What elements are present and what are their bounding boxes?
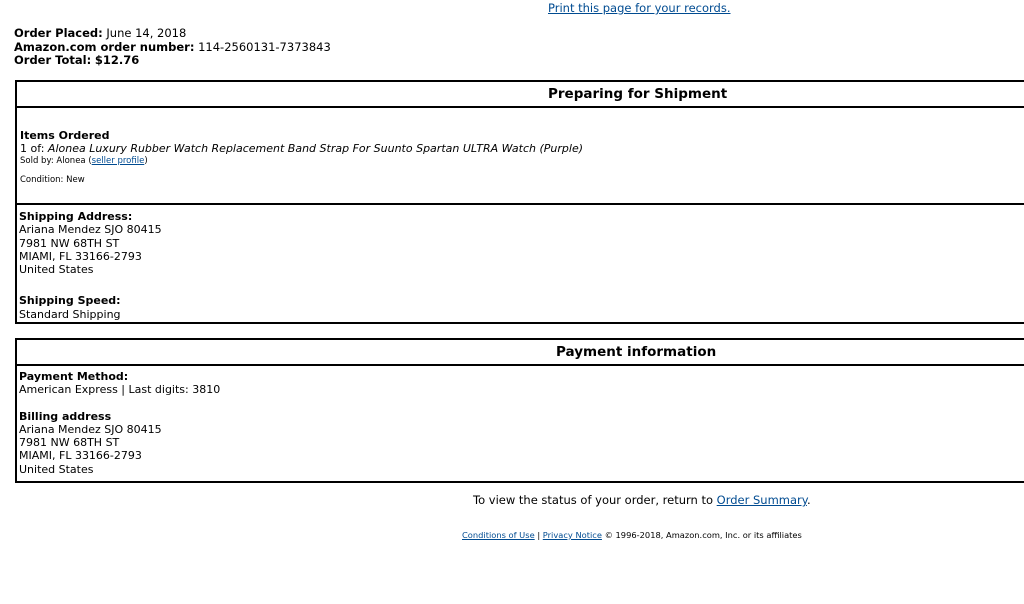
item-qty: 1 of: <box>20 142 45 156</box>
footer-separator: | <box>534 530 543 540</box>
shipment-divider <box>17 203 1024 205</box>
payment-method-value: American Express | Last digits: 3810 <box>19 383 221 397</box>
order-total-value: $12.76 <box>94 53 140 67</box>
shipment-header-title: Preparing for Shipment <box>548 86 728 102</box>
order-number-value: 114-2560131-7373843 <box>198 39 331 54</box>
order-placed-value: June 14, 2018 <box>106 26 187 40</box>
order-placed-label: Order Placed: <box>14 26 103 40</box>
copyright-text: © 1996-2018, Amazon.com, Inc. or its affiliates <box>601 530 802 540</box>
order-status-prefix: To view the status of your order, return to <box>473 493 717 507</box>
billing-address-line: Ariana Mendez SJO 80415 <box>19 422 162 436</box>
order-summary-meta <box>14 27 331 68</box>
sold-by-prefix: Sold by: Alonea ( <box>20 155 92 166</box>
payment-header <box>17 340 1024 366</box>
billing-address-label: Billing address <box>19 409 112 423</box>
order-total-row <box>14 54 331 68</box>
seller-profile-link[interactable]: seller profile <box>91 155 145 166</box>
order-status-note <box>473 493 811 507</box>
shipping-address-line: MIAMI, FL 33166-2793 <box>19 249 142 263</box>
privacy-notice-link[interactable]: Privacy Notice <box>542 530 602 540</box>
payment-method-section <box>19 370 220 476</box>
billing-address-line: United States <box>19 462 94 476</box>
item-line <box>20 142 583 155</box>
order-number-row <box>14 41 331 55</box>
order-total-label: Order Total: <box>14 53 92 67</box>
shipment-header <box>17 82 1024 108</box>
payment-method-label: Payment Method: <box>19 370 129 383</box>
items-ordered-section <box>20 129 583 186</box>
conditions-of-use-link[interactable]: Conditions of Use <box>462 530 535 540</box>
shipping-address-section <box>19 210 162 321</box>
shipment-box <box>15 80 1024 324</box>
order-status-suffix: . <box>806 493 811 507</box>
shipping-address-line: Ariana Mendez SJO 80415 <box>19 223 162 237</box>
sold-by-line <box>20 156 583 167</box>
items-ordered-label: Items Ordered <box>20 129 110 142</box>
order-placed-row <box>14 27 331 41</box>
print-page-link[interactable]: Print this page for your records. <box>548 1 731 15</box>
sold-by-suffix: ) <box>144 155 148 166</box>
shipping-address-line: 7981 NW 68TH ST <box>19 236 120 250</box>
order-number-label: Amazon.com order number: <box>14 39 195 54</box>
item-title: Alonea Luxury Rubber Watch Replacement Band Strap For Suunto Spartan ULTRA Watch (Purple) <box>47 142 584 156</box>
order-summary-link[interactable]: Order Summary <box>716 493 807 507</box>
legal-footer <box>462 530 802 540</box>
payment-box <box>15 338 1024 483</box>
billing-address-line: MIAMI, FL 33166-2793 <box>19 449 142 463</box>
payment-header-title: Payment information <box>556 344 717 360</box>
shipping-speed-label: Shipping Speed: <box>19 294 121 308</box>
billing-address-line: 7981 NW 68TH ST <box>19 436 120 450</box>
shipping-address-line: United States <box>19 263 94 277</box>
item-condition: Condition: New <box>20 174 85 185</box>
shipping-address-label: Shipping Address: <box>19 210 133 223</box>
shipping-speed-value: Standard Shipping <box>19 307 121 321</box>
